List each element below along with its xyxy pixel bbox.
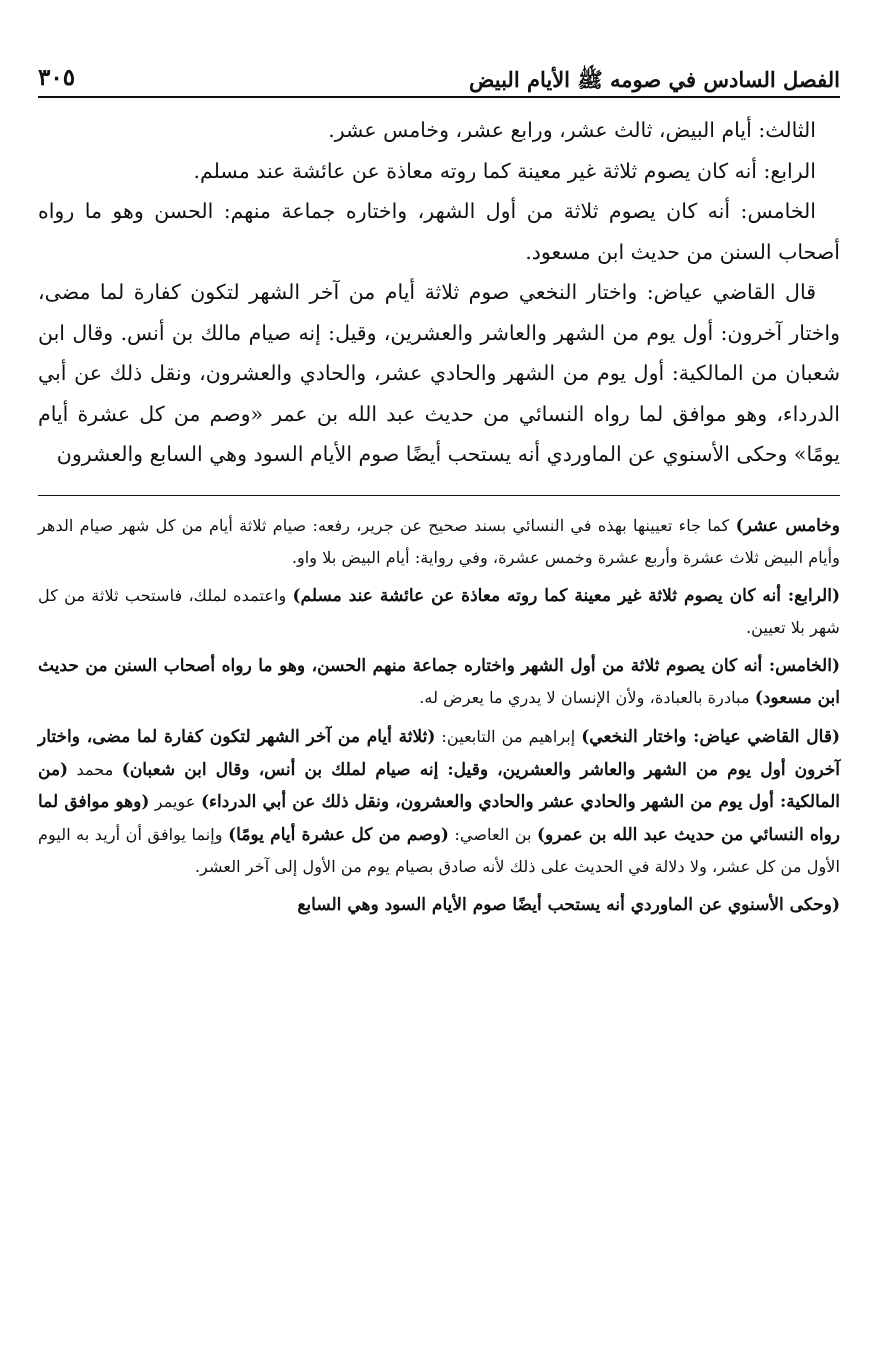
commentary-text: كما جاء تعيينها بهذه في النسائي بسند صحيح عن جرير، رفعه: صيام ثلاثة أيام من كل شهر صيام الدهر وأيام البيض ثلاث عشرة وأربع عشرة وخمس عشرة، وفي رواية: أيام البيض بلا واو.: [38, 515, 840, 568]
main-paragraph: الخامس: أنه كان يصوم ثلاثة من أول الشهر، واختاره جماعة منهم: الحسن وهو ما رواه أصحاب السنن من حديث ابن مسعود.: [38, 199, 840, 264]
main-text: [38, 110, 840, 475]
quoted-text: (الرابع: أنه كان يصوم ثلاثة غير معينة كما روته معاذة عن عائشة عند مسلم): [292, 585, 841, 606]
running-header: [38, 52, 840, 98]
footnote-separator: [38, 495, 840, 496]
quoted-text: (من المالكية: أول يوم من الشهر والحادي عشر والحادي والعشرون، ونقل ذلك عن أبي الدرداء): [38, 759, 841, 813]
quoted-text: (ثلاثة أيام من آخر الشهر لتكون كفارة لما مضى، واختار آخرون أول يوم من الشهر والعاشر والعشرين، وقيل: إنه صيام لملك بن أنس، وقال ابن شعبان): [38, 727, 840, 780]
quoted-text: وخامس عشر): [735, 515, 840, 536]
commentary-paragraph: [38, 721, 840, 883]
book-page: [38, 52, 840, 1342]
chapter-title: الفصل السادس في صومه ﷺ الأيام البيض: [469, 66, 840, 92]
main-paragraph: الرابع: أنه كان يصوم ثلاثة غير معينة كما روته معاذة عن عائشة عند مسلم.: [193, 158, 816, 183]
main-paragraph: قال القاضي عياض: واختار النخعي صوم ثلاثة أيام من آخر الشهر لتكون كفارة لما مضى، واختار آخرون: أول يوم من الشهر والعاشر والعشرين، وقيل: إنه صيام مالك بن أنس. وقال ابن شعبان من المالكية: أول يوم من الشهر والحادي عشر، والحادي والعشرون، ونقل ذلك عن أبي الدرداء، وهو موافق لما رواه النسائي من حديث عبد الله بن عمر «وصم من كل عشرة أيام يومًا» وحكى الأسنوي عن الماوردي أنه يستحب أيضًا صوم الأيام السود وهي السابع والعشرون: [38, 280, 840, 466]
commentary-text: واعتمده لملك، فاستحب ثلاثة من كل شهر بلا تعيين.: [38, 585, 840, 638]
quoted-text: (قال القاضي عياض: واختار النخعي): [581, 727, 840, 748]
commentary-text: عويمر: [149, 792, 201, 812]
commentary-text: مبادرة بالعبادة، ولأن الإنسان لا يدري ما يعرض له.: [419, 688, 755, 708]
commentary-paragraph: [38, 889, 840, 922]
page-number: ٣٠٥: [38, 64, 76, 92]
commentary-paragraph: [38, 510, 840, 574]
commentary-paragraph: [38, 650, 840, 715]
quoted-text: (وحكى الأسنوي عن الماوردي أنه يستحب أيضًا صوم الأيام السود وهي السابع: [297, 895, 840, 916]
commentary-text: وإنما يوافق أن أريد به اليوم الأول من كل عشر، ولا دلالة في الحديث على ذلك لأنه صادق بصيام يوم من الأول إلى آخر العشر.: [38, 824, 840, 877]
main-paragraph: الثالث: أيام البيض، ثالث عشر، ورابع عشر، وخامس عشر.: [328, 118, 816, 142]
commentary: [38, 510, 840, 922]
commentary-paragraph: [38, 580, 840, 644]
quoted-text: (الخامس: أنه كان يصوم ثلاثة من أول الشهر واختاره جماعة منهم الحسن، وهو ما رواه أصحاب السنن من حديث ابن مسعود): [38, 655, 840, 709]
commentary-text: بن العاصي:: [448, 824, 537, 844]
commentary-text: محمد: [68, 759, 122, 779]
quoted-text: (وهو موافق لما رواه النسائي من حديث عبد الله بن عمرو): [38, 792, 841, 845]
commentary-text: إبراهيم من التابعين:: [435, 727, 582, 747]
quoted-text: (وصم من كل عشرة أيام يومًا): [228, 824, 449, 845]
